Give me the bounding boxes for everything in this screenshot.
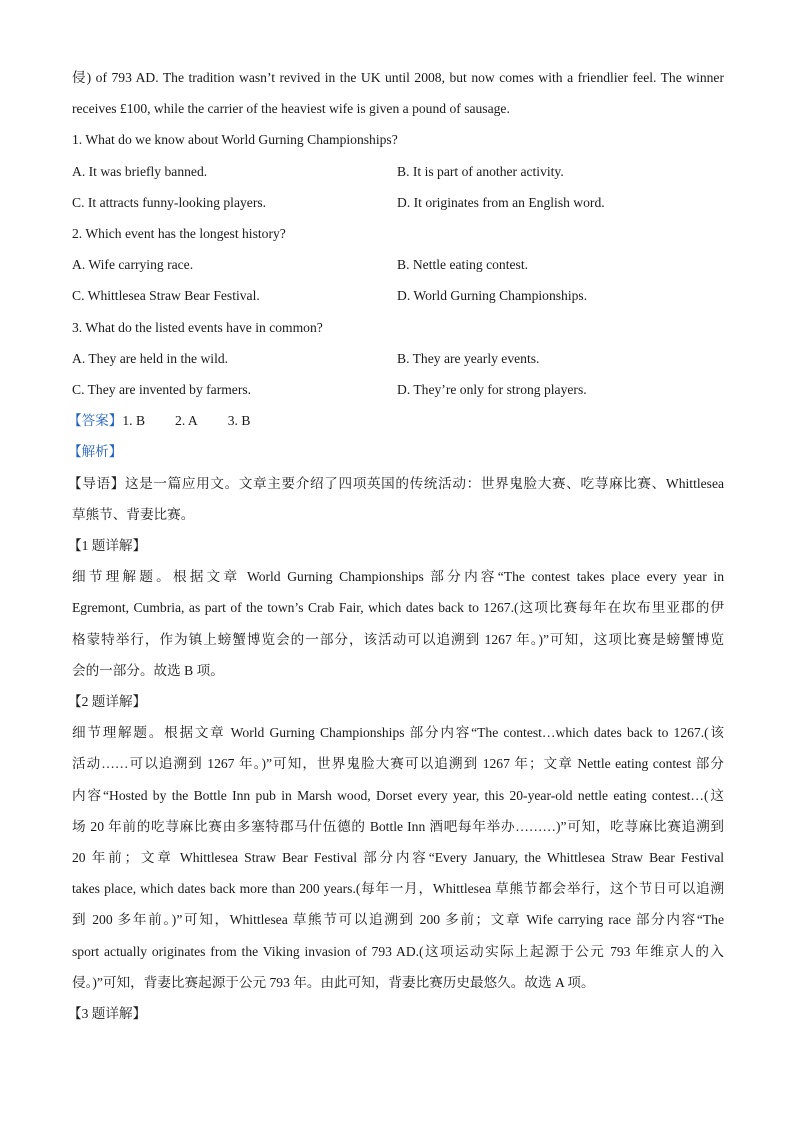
question-2-option-d: D. World Gurning Championships. bbox=[397, 288, 588, 304]
passage-line-2: receives £100, while the carrier of the heaviest wife is given a pound of sausage. bbox=[72, 101, 510, 117]
question-3-option-c: C. They are invented by farmers. bbox=[72, 382, 252, 398]
question-3-option-a: A. They are held in the wild. bbox=[72, 350, 229, 366]
detail-2-heading: 【2 题详解】 bbox=[68, 694, 147, 710]
detail-2-line-6: takes place, which dates back more than 200 years.(每年一月，Whittlesea 草熊节都会举行，这个节日可以追溯 bbox=[72, 881, 724, 897]
question-1-stem: 1. What do we know about World Gurning Championships? bbox=[72, 132, 398, 148]
document-content bbox=[68, 62, 725, 1029]
question-1-options-row-2 bbox=[72, 187, 724, 218]
detail-2-line-2: 活动……可以追溯到 1267 年。)”可知，世界鬼脸大赛可以追溯到 1267 年；文章 Nettle eating contest 部分 bbox=[72, 756, 724, 772]
detail-1-line-3: 格蒙特举行，作为镇上螃蟹博览会的一部分，该活动可以追溯到 1267 年。)”可知，这项比赛是螃蟹博览 bbox=[72, 631, 724, 647]
question-1-option-b: B. It is part of another activity. bbox=[397, 163, 564, 179]
intro-text-1: 这是一篇应用文。文章主要介绍了四项英国的传统活动：世界鬼脸大赛、吃荨麻比赛、Whittlesea bbox=[124, 475, 725, 491]
question-2-option-b: B. Nettle eating contest. bbox=[397, 257, 528, 273]
question-2-options-row-1 bbox=[72, 249, 724, 280]
answer-2: 2. A bbox=[175, 413, 198, 429]
answer-3: 3. B bbox=[227, 413, 251, 429]
answer-tag: 【答案】 bbox=[68, 413, 123, 429]
detail-1-line-4: 会的一部分。故选 B 项。 bbox=[72, 662, 224, 678]
question-1-option-d: D. It originates from an English word. bbox=[397, 194, 605, 210]
detail-2-line-1: 细节理解题。根据文章 World Gurning Championships 部分内容“The contest…which dates back to 1267.(该 bbox=[72, 725, 724, 741]
passage-line-1: 侵) of 793 AD. The tradition wasn’t revived in the UK until 2008, but now comes with a friendlier feel. The winner bbox=[72, 70, 724, 85]
question-3-options-row-2 bbox=[72, 374, 724, 405]
detail-1-line-2: Egremont, Cumbria, as part of the town’s Crab Fair, which dates back to 1267.(这项比赛每年在坎布里亚郡的伊 bbox=[72, 600, 724, 616]
answer-line bbox=[68, 405, 724, 436]
intro-tag: 【导语】 bbox=[68, 475, 125, 491]
question-2-option-a: A. Wife carrying race. bbox=[72, 257, 194, 273]
question-3-option-d: D. They’re only for strong players. bbox=[397, 382, 587, 398]
question-1-option-a: A. It was briefly banned. bbox=[72, 163, 208, 179]
detail-2-line-5: 20 年前；文章 Whittlesea Straw Bear Festival 部分内容“Every January, the Whittlesea Straw Bear Festival bbox=[72, 850, 724, 866]
question-3-stem: 3. What do the listed events have in common? bbox=[72, 319, 323, 335]
detail-2-line-8: sport actually originates from the Viking invasion of 793 AD.(这项运动实际上起源于公元 793 年维京人的入 bbox=[72, 943, 724, 959]
detail-2-line-9: 侵。)”可知，背妻比赛起源于公元 793 年。由此可知，背妻比赛历史最悠久。故选 A 项。 bbox=[72, 974, 595, 990]
question-2-option-c: C. Whittlesea Straw Bear Festival. bbox=[72, 288, 260, 304]
detail-2-line-3: 内容“Hosted by the Bottle Inn pub in Marsh wood, Dorset every year, this 20-year-old nettle eating contest…(这 bbox=[72, 787, 724, 803]
intro-line-2: 草熊节、背妻比赛。 bbox=[72, 506, 195, 522]
detail-3-heading: 【3 题详解】 bbox=[68, 1006, 147, 1022]
question-3-options-row-1 bbox=[72, 343, 724, 374]
question-2-stem: 2. Which event has the longest history? bbox=[72, 226, 286, 242]
question-2-options-row-2 bbox=[72, 280, 724, 311]
question-3-option-b: B. They are yearly events. bbox=[397, 350, 540, 366]
question-1-options-row-1 bbox=[72, 156, 724, 187]
analysis-tag: 【解析】 bbox=[68, 444, 123, 460]
answer-1: 1. B bbox=[122, 413, 146, 429]
detail-1-heading: 【1 题详解】 bbox=[68, 538, 147, 554]
detail-2-line-4: 场 20 年前的吃荨麻比赛由多塞特郡马什伍德的 Bottle Inn 酒吧每年举办………)”可知，吃荨麻比赛追溯到 bbox=[72, 818, 724, 834]
detail-2-line-7: 到 200 多年前。)”可知，Whittlesea 草熊节可以追溯到 200 多前；文章 Wife carrying race 部分内容“The bbox=[72, 912, 724, 928]
intro-line-1 bbox=[68, 468, 725, 499]
question-1-option-c: C. It attracts funny-looking players. bbox=[72, 194, 267, 210]
detail-1-line-1: 细节理解题。根据文章 World Gurning Championships 部分内容“The contest takes place every year in bbox=[72, 569, 724, 585]
